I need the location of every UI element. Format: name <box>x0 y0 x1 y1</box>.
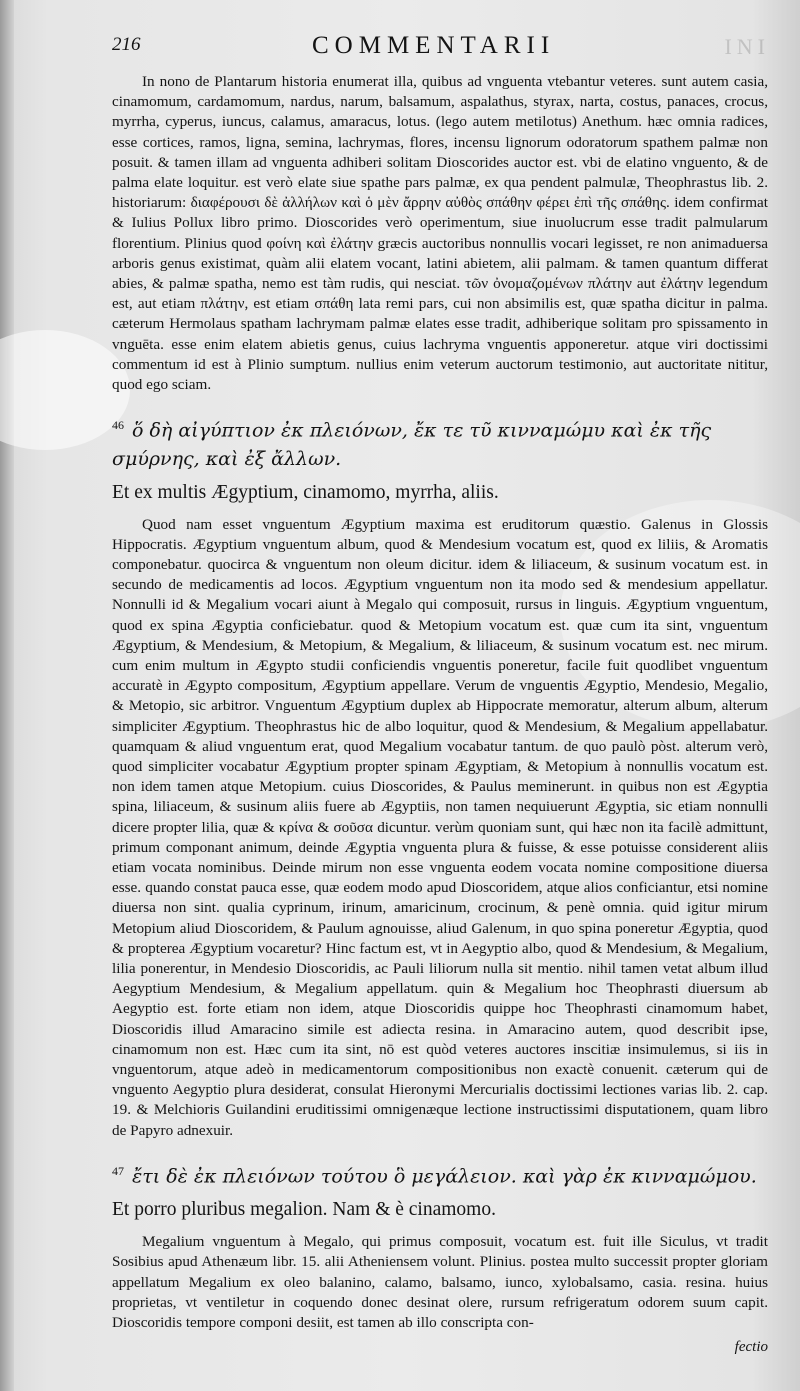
page-number: 216 <box>112 34 141 55</box>
lemma-text: ἔτι δὲ ἐκ πλειόνων τούτου ὃ μεγάλειον. καὶ γὰρ ἐκ κινναμώμου. <box>132 1165 757 1188</box>
page-header <box>112 32 770 62</box>
binding-shadow <box>0 0 14 1391</box>
commentary-paragraph: Megalium vnguentum à Megalo, qui primus composuit, vocatum est. fuit ille Siculus, vt tradit Sosibius apud Athenæum libr. 15. alii Atheniensem volunt. Plinius. postea multo successit propter gloriam appellatum Megalium ex oleo balanino, calamo, balsamo, iunco, xylobalsamo, casia. resina. huius proprietas, vt ventiletur in coquendo donec desinat olere, rursum refrigeratum odorem suum capit. Dioscoridis tempore componi desiit, est tamen ab illo conscripta con- <box>112 1233 768 1332</box>
show-through-text: INI <box>724 34 770 59</box>
water-stain <box>0 330 130 450</box>
lemma-number: 46 <box>112 418 124 433</box>
lemma-number: 47 <box>112 1163 124 1178</box>
lemma-text: ὅ δὴ αἰγύπτιον ἐκ πλειόνων, ἔκ τε τῦ κινναμώμυ καὶ ἐκ τῆς σμύρνης, καὶ ἐξ ἄλλων. <box>112 419 712 470</box>
latin-translation: Et porro pluribus megalion. Nam & è cinamomo. <box>112 1199 496 1221</box>
commentary-paragraph: Quod nam esset vnguentum Ægyptium maxima est eruditorum quæstio. Galenus in Glossis Hippocratis. Ægyptium vnguentum album, quod & Mendesium vocatum est, quod ex liliis, & Aromatis componebatur. quocirca & vnguentum non oleum dicitur. idem & liliaceum, & susinum vocatum est. in secundo de medicamentis ad locos. Ægyptium vnguentum non ita modo sed & mendesium appellatur. Nonnulli id & Megalium vocari aiunt à Megalo qui composuit, rursus in linguis. Ægyptium vnguentum, quod ex spina Ægyptia conficiebatur. quod & Metopium vocatum est. quæ cum ita sint, vnguentum Ægyptium, & Mendesium, & Metopium, & Megalium, & liliaceum, & susinum vocatum est. nec mirum. cum enim multum in Ægypto studii conficiendis vnguentis poneretur, facile fuit quodlibet vnguentum accuratè in Ægypto compositum, Ægyptium appellare. Verum de vnguentis Ægyptio, Mendesio, Megalio, & Metopio, sic arbitror. Vnguentum Ægyptium duplex ab Hippocrate memoratur, alterum album, alterum simpliciter Ægyptium. Theophrastus hic de albo loquitur, quod & Mendesium, & Megalium appellabatur. quamquam & aliud vnguentum erat, quod Megalium vocabatur tantum. de quo paulò pòst. alterum verò, quod simpliciter vocabatur Ægyptium propter spinam Ægyptiam, & Metopium à nonnullis vocatum est. non idem tamen atque Metopium. cuius Dioscorides, & Paulus meminerunt. in quibus non est Ægyptia spina, liliaceum, & susinum aliis fuere ab Ægyptiis, non tamen nequiuerunt Ægyptia, sic etiam nonnulli dicere propter lilia, quæ & κρίνα & σοῦσα dicuntur. verùm quoniam sunt, qui hæc non ita facilè admittunt, primum componant animum, deinde Ægyptia vnguenta plura & fuisse, & esse potuisse considerent aliis etiam vocata nominibus. Deinde mirum non esse vnguenta eodem vocata nomine compositione diuersa esse. quando constat pauca esse, quæ eodem modo apud Dioscoridem, atque alios conficiantur, etsi nomine diuersa non sint. qualia cyprinum, irinum, amaricinum, crocinum, & penè omnia. quid igitur mirum Metopium aliud Dioscoridem, & Paulum agnouisse, aliud Galenum, in quo spina poneretur Ægyptia, quod & propterea Ægyptium vocaretur? Hinc factum est, vt in Aegyptio albo, quod & Mendesium, & Megalium, lilia ponerentur, in Mendesio Dioscoridis, ac Pauli liliorum nulla sit mentio. nihil tamen vetat album illud Aegyptium Mendesium, & Megalium appellatum. quin & Megalium hoc Theophrasti diuersum ab Aegyptio est. forte etiam non idem, atque Dioscoridis quippe hoc Theophrasti cinamomum habet, Dioscoridis illud Amaracino simile est adiecta resina. in Amaracino autem, quod describit ipse, cinamomum non est. Hæc cum ita sint, nō est quòd veteres auctores inscitiæ insimulemus, si iis in vnguentorum, atque adeò in medicamentorum compositionibus non exactè conuenit. cæterum qui de vnguento Aegyptio plura desiderat, consulat Hieronymi Mercurialis doctissimi lectiones varias lib. 2. cap. 19. & Melchioris Guilandini eruditissimi omnigenæque lectione instructissimi disputationem, quam libro de Papyro adnexuir. <box>112 515 768 1139</box>
greek-lemma <box>112 1157 768 1190</box>
latin-translation: Et ex multis Ægyptium, cinamomo, myrrha, aliis. <box>112 481 499 503</box>
page-body <box>112 68 768 1357</box>
greek-lemma <box>112 411 768 472</box>
catchword: fectio <box>734 1339 768 1356</box>
commentary-paragraph: In nono de Plantarum historia enumerat illa, quibus ad vnguenta vtebantur veteres. sunt autem casia, cinamomum, cardamomum, nardus, narum, balsamum, aspalathus, styrax, narta, costus, panaces, crocus, myrrha, cyperus, iuncus, calamus, amaracus, lotus. (lego autem metilotus) Anethum. hæc omnia radices, esse cortices, ramos, ligna, semina, lachrymas, flores, incensu lignorum odoratorum spathem palmæ non posuit. & tamen illam ad vnguenta adhiberi solitam Dioscorides auctor est. vbi de elatino vnguento, & de palma elate loquitur. est verò elate siue spathe pars palmæ, ex qua pendent palmulæ, Theophrastus lib. 2. historiarum: διαφέρουσι δὲ ἀλλήλων καὶ ὁ μὲν ἄρρην αὐθὸς σπάθην φέρει ἐπὶ τῆς σπάθης. idem confirmat & Iulius Pollux libro primo. Dioscorides verò operimentum, siue inuolucrum esse tradit palmularum florentium. Plinius quod φοίνη καὶ ἐλάτην græcis auctoribus nonnullis vocari legisset, re non animaduersa arboris genus existimat, quàm alii elatem vocant, latini abietem, alii palmam. & tamen quantum differat abies, & palmæ spatha, nemo est tàm rudis, qui nesciat. τῶν ὀνομαζομένων πλάτην aut ἐλάτην legendum est, aut etiam πλάτην, est etiam σπάθη lata remi pars, cui non absimilis est, quæ spatha dicitur in palma. cæterum Hermolaus spatham lachrymam palmæ elates esse tradit, adhiberique solitam pro spissamento in vnguēta. esse enim elatem abietis genus, cuius lachryma vnguentis apponeretur. atque viri doctissimi commentum id est à Plinio sumptum. nullius enim veterum auctorum testimonio, aut auctoritate nititur, quod ego sciam. <box>112 73 768 394</box>
running-head: COMMENTARII <box>312 32 556 59</box>
